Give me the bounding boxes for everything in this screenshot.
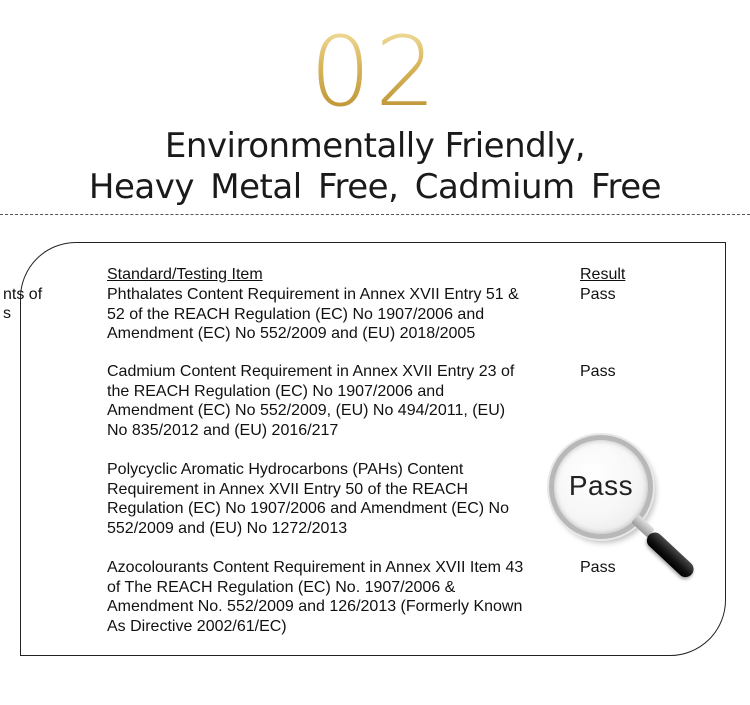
test-item-line: No 835/2012 and (EU) 2016/217: [107, 421, 339, 439]
test-item-line: Polycyclic Aromatic Hydrocarbons (PAHs) Content: [107, 461, 464, 478]
cut-off-text-1: nts of: [3, 286, 43, 303]
test-item-phthalates: [107, 285, 559, 344]
test-item-line: 52 of the REACH Regulation (EC) No 1907/2006 and: [107, 305, 485, 323]
headline-line-2: Heavy Metal Free, Cadmium Free: [88, 167, 662, 207]
test-item-line: Regulation (EC) No 1907/2006 and Amendment (EC) No: [107, 500, 509, 517]
test-item-pahs: [107, 460, 559, 538]
headline-line-1: Environmentally Friendly,: [164, 126, 586, 166]
test-item-line: Requirement in Annex XVII Entry 50 of the REACH: [107, 480, 469, 498]
test-item-line: the REACH Regulation (EC) No 1907/2006 and: [107, 382, 445, 400]
dashed-divider: [0, 214, 750, 215]
result-cadmium: Pass: [580, 363, 616, 380]
test-item-line: of The REACH Regulation (EC) No. 1907/2006 &: [107, 578, 456, 596]
test-item-line: Amendment (EC) No 552/2009 and (EU) 2018/2005: [107, 325, 476, 342]
test-item-line: Cadmium Content Requirement in Annex XVII Entry 23 of: [107, 363, 515, 380]
column-header-testing-item: Standard/Testing Item: [107, 266, 263, 283]
test-item-line: As Directive 2002/61/EC): [107, 617, 287, 635]
result-azocolourants: Pass: [580, 559, 616, 576]
result-phthalates: Pass: [580, 286, 616, 303]
cut-off-column: [3, 285, 42, 323]
section-number: 02: [0, 22, 750, 122]
column-header-result: Result: [580, 266, 626, 283]
magnifier-handle: [644, 529, 697, 580]
test-item-azocolourants: [107, 558, 559, 636]
test-item-line: Amendment (EC) No 552/2009, (EU) No 494/2011, (EU): [107, 402, 506, 419]
cut-off-text-2: s: [3, 305, 11, 322]
test-item-line: 552/2009 and (EU) No 1272/2013: [107, 519, 348, 537]
test-report-card: [3, 242, 726, 656]
test-item-line: Amendment No. 552/2009 and 126/2013 (Formerly Known: [107, 598, 523, 615]
test-item-line: Phthalates Content Requirement in Annex XVII Entry 51 &: [107, 286, 519, 303]
magnifier-pass-label: Pass: [568, 470, 634, 501]
magnifying-glass-icon: [549, 435, 699, 575]
test-item-cadmium: [107, 362, 559, 440]
test-item-line: Azocolourants Content Requirement in Annex XVII Item 43: [107, 559, 524, 576]
